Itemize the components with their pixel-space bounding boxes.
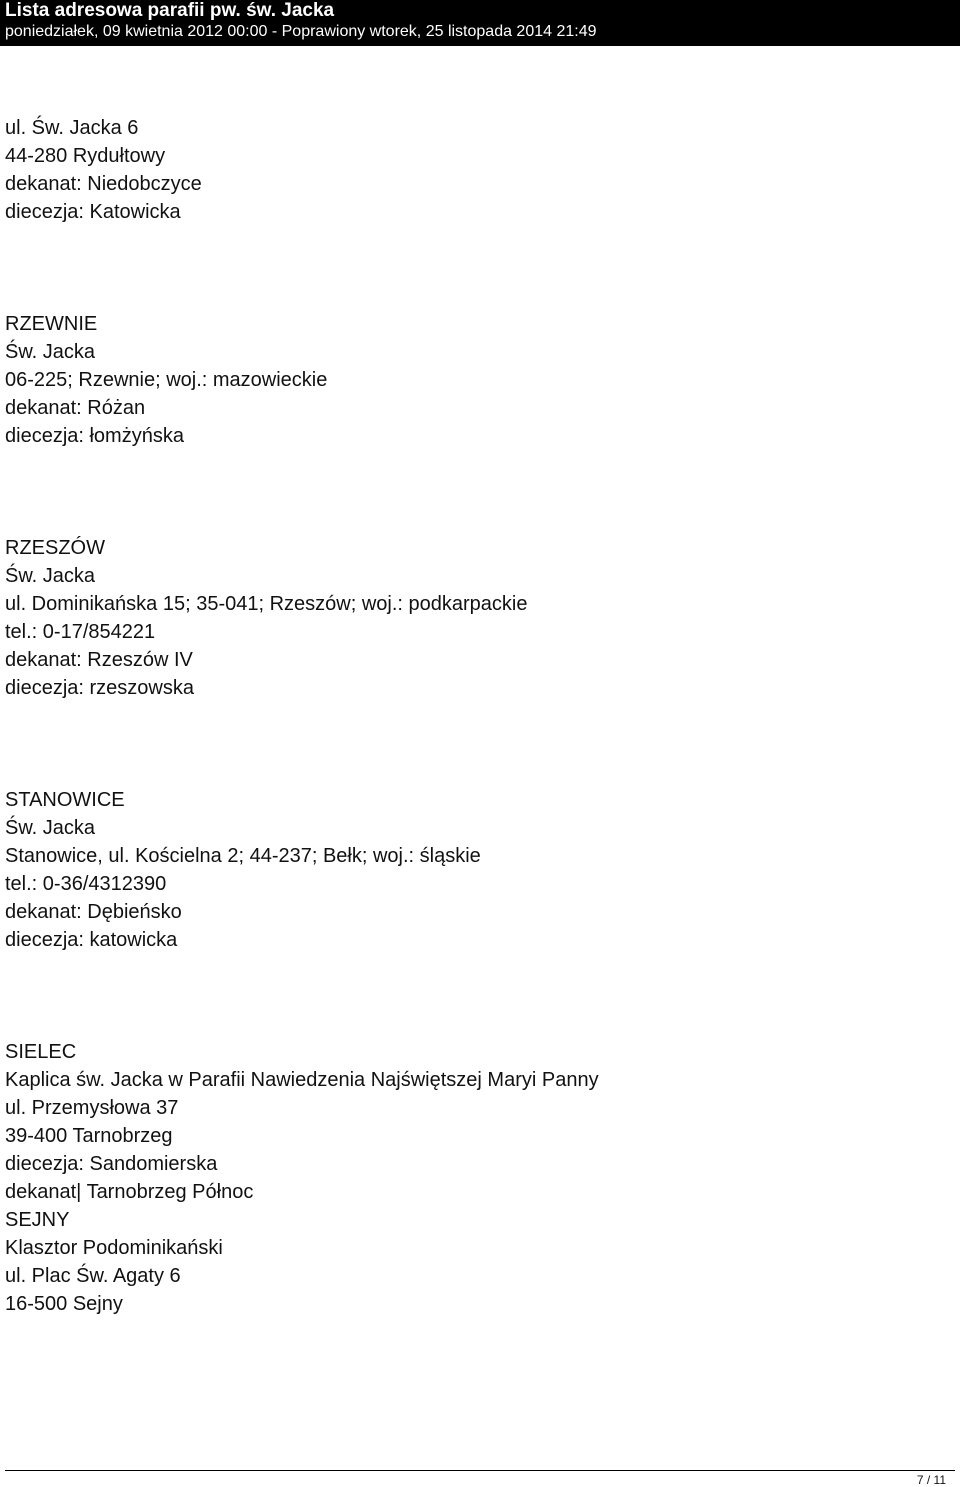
entry-line: STANOWICE [5, 789, 125, 811]
footer-divider [5, 1470, 955, 1471]
page-header [0, 0, 960, 46]
entry-line: diecezja: Sandomierska [5, 1153, 218, 1175]
entry-spacer [5, 226, 945, 310]
parish-entry-rzeszow [5, 534, 945, 702]
entry-line: tel.: 0-36/4312390 [5, 873, 167, 895]
entry-line: ul. Przemysłowa 37 [5, 1097, 179, 1119]
document-title: Lista adresowa parafii pw. św. Jacka [5, 0, 335, 21]
entry-line: RZESZÓW [5, 537, 105, 559]
entry-line: diecezja: Katowicka [5, 201, 181, 223]
entry-line: dekanat| Tarnobrzeg Północ [5, 1181, 254, 1203]
entry-line: 06-225; Rzewnie; woj.: mazowieckie [5, 369, 328, 391]
entry-line: dekanat: Niedobczyce [5, 173, 202, 195]
parish-entry-rzewnie [5, 310, 945, 450]
entry-line: Św. Jacka [5, 565, 96, 587]
entry-line: ul. Dominikańska 15; 35-041; Rzeszów; woj.: podkarpackie [5, 593, 528, 615]
entry-line: Św. Jacka [5, 341, 96, 363]
entry-line: Św. Jacka [5, 817, 96, 839]
entry-line: 44-280 Rydułtowy [5, 145, 166, 167]
parish-entry-stanowice [5, 786, 945, 954]
document-dates: poniedziałek, 09 kwietnia 2012 00:00 - Poprawiony wtorek, 25 listopada 2014 21:49 [5, 23, 597, 40]
address-list [5, 114, 945, 1318]
entry-line: dekanat: Różan [5, 397, 146, 419]
entry-spacer [5, 702, 945, 786]
parish-entry-rydultowy [5, 114, 945, 226]
entry-line: diecezja: łomżyńska [5, 425, 184, 447]
entry-line: 39-400 Tarnobrzeg [5, 1125, 173, 1147]
entry-line: dekanat: Rzeszów IV [5, 649, 193, 671]
entry-line: ul. Św. Jacka 6 [5, 117, 139, 139]
entry-line: RZEWNIE [5, 313, 98, 335]
entry-line: tel.: 0-17/854221 [5, 621, 156, 643]
entry-line: Klasztor Podominikański [5, 1237, 223, 1259]
entry-spacer [5, 954, 945, 1038]
entry-line: Kaplica św. Jacka w Parafii Nawiedzenia Najświętszej Maryi Panny [5, 1069, 599, 1091]
entry-line: ul. Plac Św. Agaty 6 [5, 1265, 181, 1287]
page-number: 7 / 11 [916, 1473, 946, 1487]
entry-line: diecezja: rzeszowska [5, 677, 194, 699]
entry-line: SEJNY [5, 1209, 70, 1231]
entry-line: diecezja: katowicka [5, 929, 178, 951]
entry-line: 16-500 Sejny [5, 1293, 123, 1315]
entry-spacer [5, 450, 945, 534]
entry-line: Stanowice, ul. Kościelna 2; 44-237; Bełk; woj.: śląskie [5, 845, 481, 867]
parish-entry-sielec-sejny [5, 1038, 945, 1318]
entry-line: SIELEC [5, 1041, 77, 1063]
entry-line: dekanat: Dębieńsko [5, 901, 182, 923]
